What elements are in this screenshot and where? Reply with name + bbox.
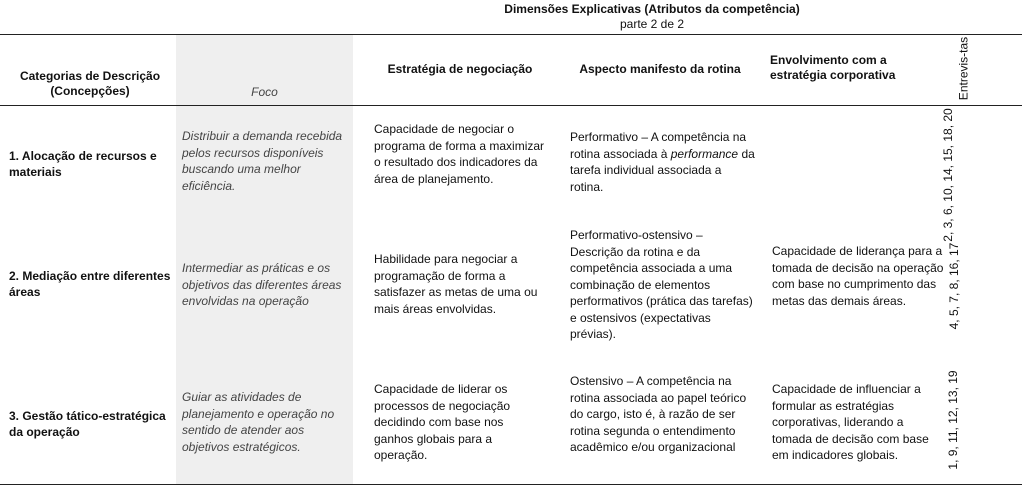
header-estrategia: Estratégia de negociação [387,62,533,76]
row-3-aspecto: Ostensivo – A competência na rotina associada ao papel teórico do cargo, isto é, à razão de ser rotina segunda o entendimento acadêmico e/ou organizacional [570,374,747,454]
row-1-aspecto: Performativo – A competência na rotina associada à performance da tarefa individual associada a rotina. [570,130,755,194]
header-rule [0,105,1022,106]
row-2-estrategia: Habilidade para negociar a programação de forma a satisfazer as metas de uma ou mais áreas envolvidas. [374,252,538,316]
row-3-estrategia: Capacidade de liderar os processos de negociação decidindo com base nos ganhos globais para a operação. [374,382,511,462]
table-subtitle: parte 2 de 2 [619,17,685,31]
top-rule [0,34,1022,35]
header-categorias: Categorias de Descrição (Concepções) [19,69,161,98]
header-envolvimento: Envolvimento com a estratégia corporativa [770,53,896,82]
table-title: Dimensões Explicativas (Atributos da competência) [504,2,800,16]
row-2-categoria: 2. Mediação entre diferentes áreas [9,269,171,299]
row-3-entrevistas: 1, 9, 11, 12, 13, 19 [946,370,960,470]
row-2-aspecto: Performativo-ostensivo – Descrição da rotina e da competência associada a uma combinação de elementos performativos (prática das tarefas) e ostensivos (expectativas prévias). [570,228,753,341]
row-2-envolvimento: Capacidade de liderança para a tomada de decisão na operação com base no cumprimento das metas das demais áreas. [772,244,944,308]
header-aspecto: Aspecto manifesto da rotina [579,62,741,76]
row-3-categoria: 3. Gestão tático-estratégica da operação [9,409,166,439]
row-1-estrategia: Capacidade de negociar o programa de forma a maximizar o resultado dos indicadores da área de planejamento. [374,122,545,186]
row-1-foco: Distribuir a demanda recebida pelos recursos disponíveis buscando uma melhor eficiência. [182,129,343,193]
row-2-foco: Intermediar as práticas e os objetivos das diferentes áreas envolvidas na operação [182,261,342,308]
bottom-rule [0,484,1022,485]
row-2-entrevistas: 4, 5, 7, 8, 16, 17 [947,242,961,330]
row-1-entrevistas: 2, 3, 6, 10, 14, 15, 18, 20 [941,108,955,242]
row-3-envolvimento: Capacidade de influenciar a formular as estratégias corporativas, liderando a tomada de decisão com base em indicadores globais. [772,382,929,462]
header-entrevistas: Entrevis-tas [956,36,971,101]
row-1-categoria: 1. Alocação de recursos e materiais [9,149,157,179]
row-3-foco: Guiar as atividades de planejamento e operação no sentido de atender aos objetivos estratégicos. [182,390,335,454]
header-foco: Foco [251,85,278,99]
